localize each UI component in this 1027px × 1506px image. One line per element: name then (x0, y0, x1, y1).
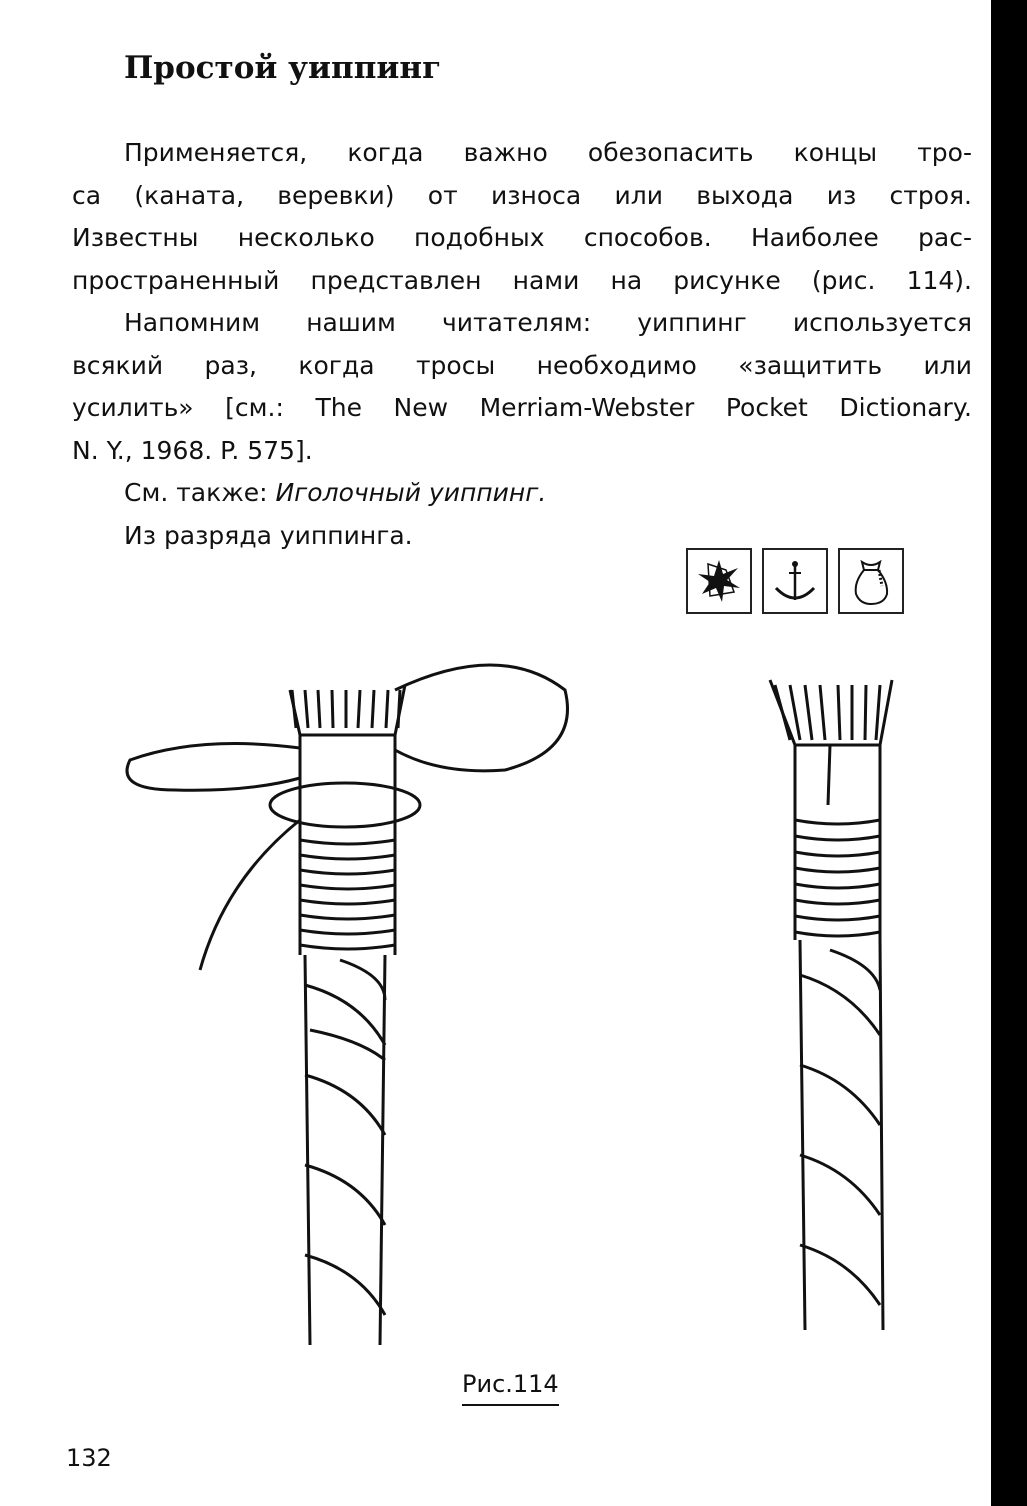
body-text (72, 132, 972, 557)
category-icons (686, 548, 904, 614)
category-text: Из разряда уиппинга. (124, 520, 413, 550)
rope-whipping-illustration (0, 640, 980, 1360)
page-title: Простой уиппинг (124, 50, 442, 86)
figure-caption: Рис.114 (462, 1370, 559, 1406)
text-line: Применяется, когда важно обезопасить концы тро- (124, 138, 972, 167)
text-line: всякий раз, когда тросы необходимо «защитить или (72, 350, 972, 380)
see-also (72, 472, 972, 515)
star-burst-icon (686, 548, 752, 614)
text-line: N. Y., 1968. P. 575]. (72, 435, 313, 465)
text-line: Известны несколько подобных способов. Наиболее рас- (72, 223, 972, 252)
see-also-label: См. также: (124, 478, 276, 507)
left-rope (127, 665, 568, 1345)
see-also-link[interactable]: Иголочный уиппинг. (275, 478, 547, 507)
text-line: пространенный представлен нами на рисунке (рис. 114). (72, 265, 972, 295)
text-line: Напомним нашим читателям: уиппинг используется (124, 308, 972, 337)
text-line: усилить» [см.: The New Merriam-Webster Pocket Dictionary. (72, 393, 972, 422)
scan-edge (991, 0, 1027, 1506)
right-rope (770, 680, 892, 1330)
text-line: са (каната, веревки) от износа или выхода из строя. (72, 180, 972, 210)
anchor-icon (762, 548, 828, 614)
page-number: 132 (66, 1444, 112, 1472)
bag-icon (838, 548, 904, 614)
